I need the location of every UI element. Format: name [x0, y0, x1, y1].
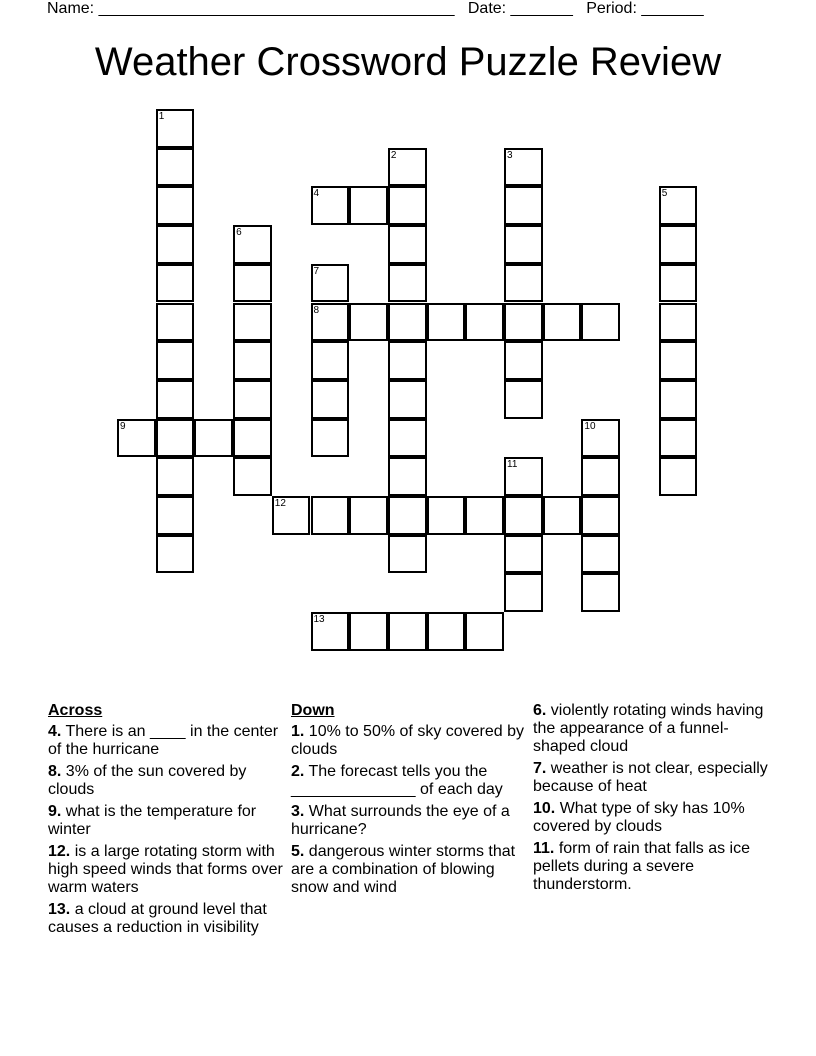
grid-cell[interactable]	[156, 535, 195, 574]
clue-item	[291, 803, 526, 839]
grid-cell[interactable]	[504, 457, 543, 496]
down-clues	[291, 702, 526, 901]
clue-number: 6	[236, 227, 242, 239]
grid-cell[interactable]	[156, 419, 195, 458]
clue-item-text: is a large rotating storm with high speed winds that forms over warm waters	[48, 843, 283, 896]
clue-item	[48, 803, 283, 839]
clue-number: 8	[313, 304, 320, 316]
grid-cell[interactable]	[581, 303, 620, 342]
across-clues	[48, 702, 283, 941]
grid-cell[interactable]	[194, 419, 233, 458]
student-info-line	[47, 0, 704, 18]
grid-cell[interactable]	[388, 303, 427, 342]
page-title: Weather Crossword Puzzle Review	[94, 40, 722, 84]
grid-cell[interactable]	[504, 380, 543, 419]
grid-cell[interactable]	[233, 380, 272, 419]
clue-item-text: What surrounds the eye of a hurricane?	[291, 803, 510, 838]
grid-cell[interactable]	[388, 148, 427, 187]
clue-item-number: 7.	[533, 760, 547, 777]
clue-item-text: weather is not clear, especially because of heat	[533, 760, 768, 795]
clue-item-number: 4.	[48, 723, 62, 740]
grid-cell[interactable]	[543, 303, 582, 342]
grid-cell[interactable]	[233, 419, 272, 458]
clue-item-number: 10.	[533, 800, 556, 817]
grid-cell[interactable]	[388, 225, 427, 264]
clue-number: 1	[158, 111, 165, 122]
clue-number: 4	[313, 188, 320, 200]
grid-cell[interactable]	[388, 612, 427, 651]
grid-cell[interactable]	[659, 419, 698, 458]
grid-cell[interactable]	[504, 573, 543, 612]
grid-cell[interactable]	[581, 573, 620, 612]
down-heading: Down	[291, 702, 335, 719]
clue-item-number: 5.	[291, 843, 305, 860]
grid-cell[interactable]	[156, 264, 195, 303]
grid-cell[interactable]	[659, 380, 698, 419]
grid-cell[interactable]	[272, 496, 311, 535]
clue-item	[291, 723, 526, 759]
down-clues-continued	[533, 702, 773, 898]
clue-number: 11	[507, 459, 518, 471]
grid-cell[interactable]	[156, 148, 195, 187]
clue-item-number: 8.	[48, 763, 62, 780]
grid-cell[interactable]	[311, 303, 350, 342]
grid-cell[interactable]	[388, 457, 427, 496]
grid-cell[interactable]	[388, 380, 427, 419]
clue-item-text: 10% to 50% of sky covered by clouds	[291, 723, 525, 758]
grid-cell[interactable]	[388, 535, 427, 574]
clue-item	[533, 760, 773, 796]
grid-cell[interactable]	[156, 341, 195, 380]
clue-item	[48, 723, 283, 759]
grid-cell[interactable]	[465, 303, 504, 342]
across-heading: Across	[48, 702, 103, 719]
grid-cell[interactable]	[427, 612, 466, 651]
grid-cell[interactable]	[388, 419, 427, 458]
clue-item	[48, 763, 283, 799]
name-field[interactable]: Name: ________________________________________	[47, 0, 455, 17]
clue-number: 13	[313, 614, 325, 626]
grid-cell[interactable]	[504, 186, 543, 225]
grid-cell[interactable]	[659, 186, 698, 225]
clue-item-text: form of rain that falls as ice pellets during a severe thunderstorm.	[533, 840, 750, 893]
grid-cell[interactable]	[156, 496, 195, 535]
grid-cell[interactable]	[543, 496, 582, 535]
grid-cell[interactable]	[504, 496, 543, 535]
clue-item	[48, 843, 283, 897]
grid-cell[interactable]	[504, 148, 543, 187]
clue-item-number: 6.	[533, 702, 547, 719]
grid-cell[interactable]	[156, 225, 195, 264]
date-field[interactable]: Date: _______	[467, 0, 573, 17]
clue-item-number: 2.	[291, 763, 305, 780]
grid-cell[interactable]	[233, 225, 272, 264]
grid-cell[interactable]	[427, 303, 466, 342]
grid-cell[interactable]	[311, 496, 350, 535]
clue-item-text: There is an ____ in the center of the hurricane	[48, 723, 279, 758]
grid-cell[interactable]	[156, 303, 195, 342]
grid-cell[interactable]	[311, 612, 350, 651]
clue-item	[533, 702, 773, 756]
grid-cell[interactable]	[659, 264, 698, 303]
grid-cell[interactable]	[659, 457, 698, 496]
clue-item-number: 9.	[48, 803, 62, 820]
grid-cell[interactable]	[388, 264, 427, 303]
clue-item	[533, 800, 773, 836]
clue-item	[48, 901, 283, 937]
grid-cell[interactable]	[581, 419, 620, 458]
clue-number: 12	[274, 498, 286, 509]
grid-cell[interactable]	[581, 535, 620, 574]
grid-cell[interactable]	[156, 380, 195, 419]
grid-cell[interactable]	[388, 341, 427, 380]
clue-item-number: 11.	[533, 840, 555, 857]
grid-cell[interactable]	[156, 457, 195, 496]
clue-number: 3	[507, 149, 513, 161]
grid-cell[interactable]	[465, 496, 504, 535]
clue-item	[533, 840, 773, 894]
grid-cell[interactable]	[659, 225, 698, 264]
clue-number: 2	[390, 149, 397, 161]
grid-cell[interactable]	[233, 457, 272, 496]
grid-cell[interactable]	[349, 303, 388, 342]
grid-cell[interactable]	[581, 496, 620, 535]
grid-cell[interactable]	[349, 186, 388, 225]
grid-cell[interactable]	[504, 303, 543, 342]
grid-cell[interactable]	[388, 186, 427, 225]
clue-item-text: 3% of the sun covered by clouds	[48, 763, 247, 798]
clue-number: 5	[661, 188, 668, 200]
grid-cell[interactable]	[233, 303, 272, 342]
clue-item	[291, 763, 526, 799]
clue-number: 7	[313, 265, 320, 277]
grid-cell[interactable]	[581, 457, 620, 496]
clue-number: 10	[584, 420, 596, 432]
clue-item-text: what is the temperature for winter	[48, 803, 257, 838]
grid-cell[interactable]	[233, 341, 272, 380]
clue-item-number: 1.	[291, 723, 305, 740]
clue-item	[291, 843, 526, 897]
grid-cell[interactable]	[311, 264, 350, 303]
grid-cell[interactable]	[311, 341, 350, 380]
grid-cell[interactable]	[504, 535, 543, 574]
clue-item-number: 3.	[291, 803, 305, 820]
grid-cell[interactable]	[311, 380, 350, 419]
clue-item-text: dangerous winter storms that are a combination of blowing snow and wind	[291, 843, 516, 896]
grid-cell[interactable]	[349, 496, 388, 535]
grid-cell[interactable]	[659, 303, 698, 342]
grid-cell[interactable]	[504, 264, 543, 303]
clue-item-text: What type of sky has 10% covered by clouds	[533, 800, 745, 835]
clue-item-number: 13.	[48, 901, 71, 918]
clue-item-text: violently rotating winds having the appearance of a funnel-shaped cloud	[533, 702, 764, 755]
grid-cell[interactable]	[156, 186, 195, 225]
grid-cell[interactable]	[465, 612, 504, 651]
grid-cell[interactable]	[117, 419, 156, 458]
grid-cell[interactable]	[427, 496, 466, 535]
grid-cell[interactable]	[388, 496, 427, 535]
grid-cell[interactable]	[349, 612, 388, 651]
grid-cell[interactable]	[311, 419, 350, 458]
grid-cell[interactable]	[504, 341, 543, 380]
grid-cell[interactable]	[233, 264, 272, 303]
clue-number: 9	[120, 420, 126, 432]
grid-cell[interactable]	[311, 186, 350, 225]
clue-item-number: 12.	[48, 843, 71, 860]
clue-item-text: The forecast tells you the ______________ of each day	[291, 763, 503, 798]
grid-cell[interactable]	[156, 109, 195, 148]
clue-item-text: a cloud at ground level that causes a reduction in visibility	[48, 901, 267, 936]
grid-cell[interactable]	[504, 225, 543, 264]
grid-cell[interactable]	[659, 341, 698, 380]
period-field[interactable]: Period: _______	[586, 0, 704, 17]
